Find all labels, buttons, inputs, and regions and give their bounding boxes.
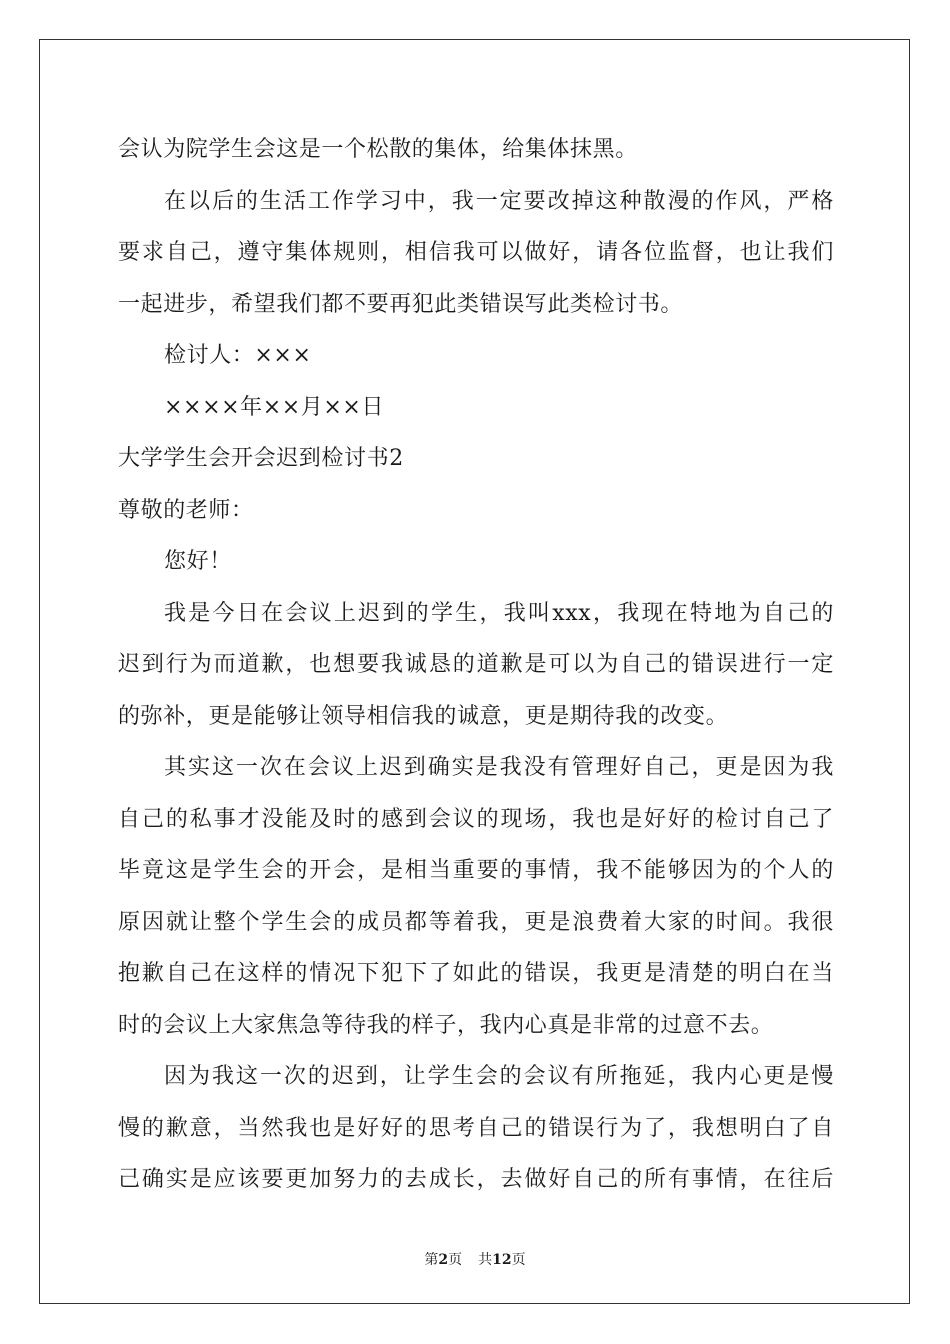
text-line: 一起进步，希望我们都不要再犯此类错误写此类检讨书。 xyxy=(118,291,684,317)
paragraph-line: 其实这一次在会议上迟到确实是我没有管理好自己，更是因为我 xyxy=(164,755,834,780)
page-number: 2 xyxy=(438,1252,449,1268)
text-line: 会认为院学生会这是一个松散的集体，给集体抹黑。 xyxy=(118,137,638,162)
salutation: 尊敬的老师： xyxy=(118,497,254,523)
total-pages: 12 xyxy=(492,1252,512,1268)
text-line: 的弥补，更是能够让领导相信我的诚意，更是期待我的改变。 xyxy=(118,703,729,729)
paragraph-line: 我是今日在会议上迟到的学生，我叫xxx，我现在特地为自己的 xyxy=(164,600,834,626)
page-suffix: 页 xyxy=(448,1252,463,1268)
greeting: 您好！ xyxy=(164,549,232,574)
page-prefix: 第 xyxy=(424,1252,439,1268)
paragraph-line: 在以后的生活工作学习中，我一定要改掉这种散漫的作风，严格 xyxy=(164,188,834,214)
document-body xyxy=(118,124,834,1206)
total-suffix: 页 xyxy=(511,1252,526,1268)
section-title: 大学学生会开会迟到检讨书2 xyxy=(118,446,404,471)
text-line: 原因就让整个学生会的成员都等着我，更是浪费着大家的时间。我很 xyxy=(118,909,834,935)
text-line: 己确实是应该要更加努力的去成长，去做好自己的所有事情，在往后 xyxy=(118,1167,834,1192)
date-line: ××××年××月××日 xyxy=(164,394,385,420)
text-line: 要求自己，遵守集体规则，相信我可以做好，请各位监督，也让我们 xyxy=(118,240,834,265)
total-prefix: 共 xyxy=(478,1252,493,1268)
text-line: 抱歉自己在这样的情况下犯下了如此的错误，我更是清楚的明白在当 xyxy=(118,961,834,986)
text-line: 自己的私事才没能及时的感到会议的现场，我也是好好的检讨自己了 xyxy=(118,806,834,832)
signature-line: 检讨人：××× xyxy=(164,343,312,368)
text-line: 迟到行为而道歉，也想要我诚恳的道歉是可以为自己的错误进行一定 xyxy=(118,652,834,677)
paragraph-line: 因为我这一次的迟到，让学生会的会议有所拖延，我内心更是慢 xyxy=(164,1064,834,1089)
text-line: 毕竟这是学生会的开会，是相当重要的事情，我不能够因为的个人的 xyxy=(118,858,834,883)
text-line: 时的会议上大家焦急等待我的样子，我内心真是非常的过意不去。 xyxy=(118,1012,774,1038)
text-line: 慢的歉意，当然我也是好好的思考自己的错误行为了，我想明白了自 xyxy=(118,1115,834,1141)
page-footer xyxy=(0,1249,950,1269)
